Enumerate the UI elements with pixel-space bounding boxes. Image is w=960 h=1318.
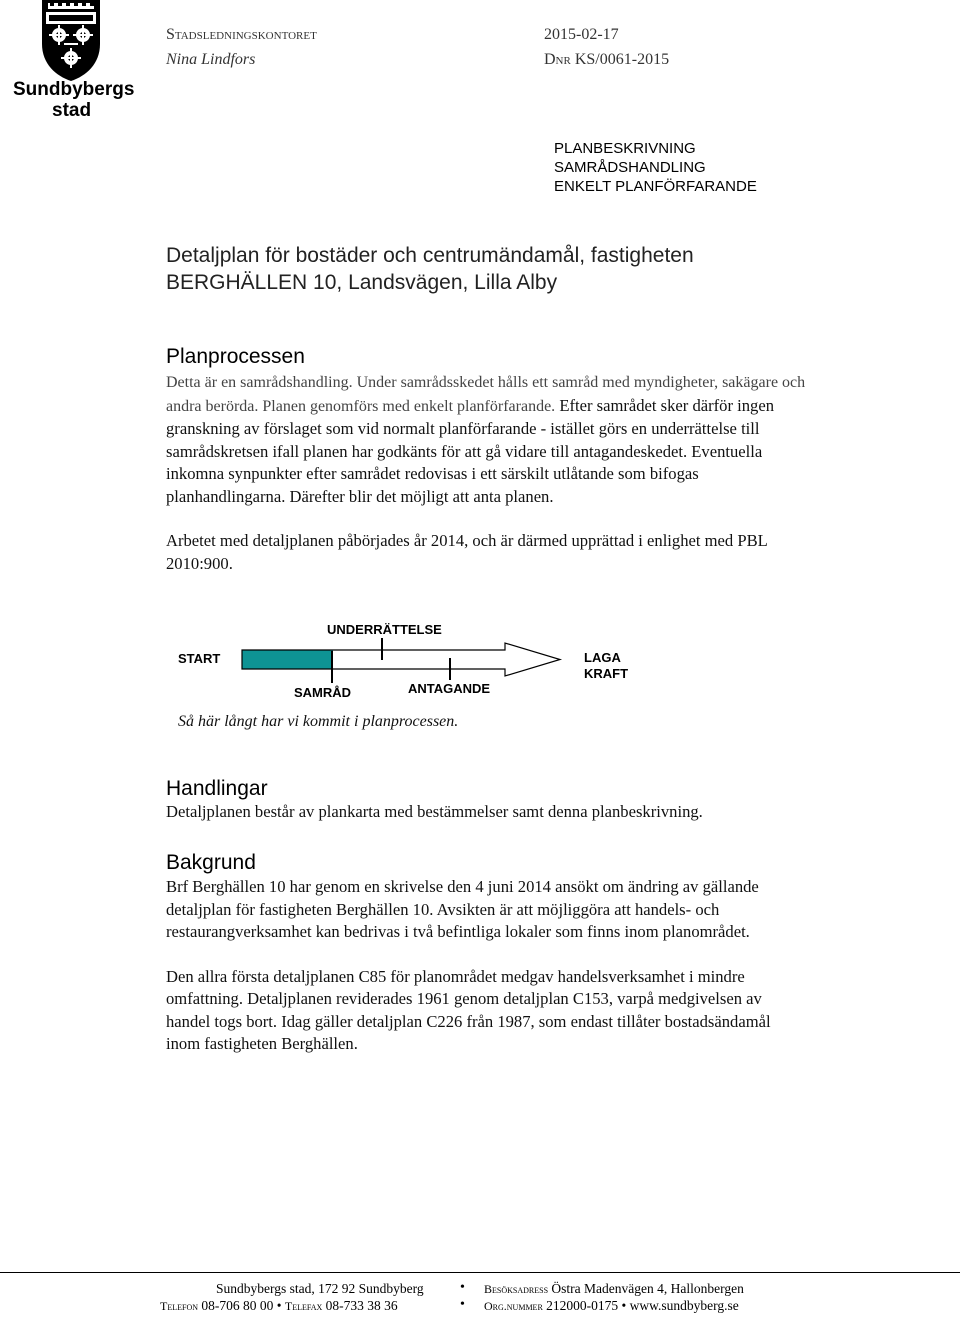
label-start: START: [178, 651, 221, 666]
planprocessen-para2: Arbetet med detaljplanen påbörjades år 2014, och är därmed upprättad i enlighet med PBL 2010:900.: [166, 531, 768, 573]
heading-planprocessen: Planprocessen: [166, 345, 305, 368]
bakgrund-para1: Brf Berghällen 10 har genom en skrivelse den 4 juni 2014 ansökt om ändring av gällande detaljplan för fastigheten Berghällen 10. Avsikten är att möjliggöra att handels- och restaurangverksamhet kan bedrivas i två befintliga lokaler som finns inom planområdet.: [166, 877, 759, 941]
planprocessen-para1-rest: Efter samrådet sker därför ingen granskning av förslaget som vid normalt planförfarande - istället görs en underrättelse till samrådskretsen ifall planen har godkänts för att gå vidare till antagandeskedet. Eventuella inkomna synpunkter efter samrådet redovisas i ett särskilt utlåtande som bifogas planhandlingarna. Därefter blir det möjligt att anta planen.: [166, 395, 775, 506]
footer-org-value: 212000-0175: [546, 1298, 619, 1313]
label-antagande: ANTAGANDE: [408, 681, 491, 696]
handlingar-text: Detaljplanen består av plankarta med bestämmelser samt denna planbeskrivning.: [166, 802, 703, 821]
footer-fax-value: 08-733 38 36: [325, 1298, 398, 1313]
title-line2: BERGHÄLLEN 10, Landsvägen, Lilla Alby: [166, 271, 558, 294]
progress-fill: [242, 650, 333, 669]
footer-bullet: •: [460, 1297, 465, 1312]
title-line1: Detaljplan för bostäder och centrumändamål, fastigheten: [166, 244, 694, 267]
footer-bullet: •: [460, 1280, 465, 1295]
footer-visit-value: Östra Madenvägen 4, Hallonbergen: [551, 1281, 744, 1296]
planprocessen-text: [166, 371, 806, 575]
footer-contact: [160, 1298, 398, 1314]
label-laga-kraft: [584, 650, 628, 682]
document-dnr: [544, 50, 669, 70]
footer-visit-label: Besöksadress: [484, 1282, 549, 1296]
footer-org: [484, 1298, 739, 1314]
label-laga: LAGA: [584, 650, 621, 665]
logo-name-line1: Sundbybergs: [13, 79, 135, 100]
office-name: Stadsledningskontoret: [166, 26, 317, 43]
logo-name-line2: stad: [52, 100, 92, 121]
footer-website-link[interactable]: www.sundbyberg.se: [629, 1298, 739, 1313]
coat-of-arms-icon: [40, 0, 102, 82]
footer-address: Sundbybergs stad, 172 92 Sundbyberg: [216, 1281, 424, 1296]
doctype-line2: SAMRÅDSHANDLING: [554, 159, 706, 176]
municipality-logo: [10, 0, 135, 124]
label-kraft: KRAFT: [584, 666, 629, 681]
process-diagram: [160, 615, 660, 715]
page-title: [166, 242, 694, 296]
footer-phone-value: 08-706 80 00: [201, 1298, 274, 1313]
label-samrad: SAMRÅD: [294, 685, 352, 700]
footer-bullet: •: [276, 1298, 282, 1313]
bakgrund-para2: Den allra första detaljplanen C85 för planområdet medgav handelsverksamhet i mindre omfattning. Detaljplanen reviderades 1961 genom detaljplan C153, varpå medgivelsen av handel togs bort. Idag gäller detaljplan C226 från 1987, som endast tillåter bostadsändamål inom fastigheten Berghällen.: [166, 966, 771, 1053]
doctype-line3: ENKELT PLANFÖRFARANDE: [554, 178, 757, 195]
doctype-line1: PLANBESKRIVNING: [554, 140, 696, 157]
footer-phone-label: Telefon: [160, 1299, 198, 1313]
footer-fax-label: Telefax: [284, 1299, 323, 1313]
footer-visit: [484, 1281, 744, 1297]
label-underrattelse: UNDERRÄTTELSE: [327, 622, 442, 637]
footer-org-label: Org.nummer: [484, 1299, 543, 1313]
bakgrund-text: [166, 876, 806, 1056]
footer-bullet: •: [621, 1298, 627, 1313]
page-footer: [0, 1272, 960, 1273]
dnr-value: KS/0061-2015: [574, 51, 670, 68]
heading-handlingar: Handlingar: [166, 777, 268, 800]
doctype-block: [554, 139, 757, 196]
planprocessen-para1-intro: Detta är en samrådshandling. Under samrådsskedet hålls ett samråd med myndigheter, sakägare och andra berörda. Planen genomförs med enkelt planförfarande.: [166, 374, 806, 415]
author-name: Nina Lindfors: [166, 51, 256, 68]
dnr-label: Dnr: [544, 51, 571, 68]
diagram-caption: Så här långt har vi kommit i planprocessen.: [178, 713, 459, 730]
heading-bakgrund: Bakgrund: [166, 851, 256, 874]
document-date: 2015-02-17: [544, 26, 619, 43]
